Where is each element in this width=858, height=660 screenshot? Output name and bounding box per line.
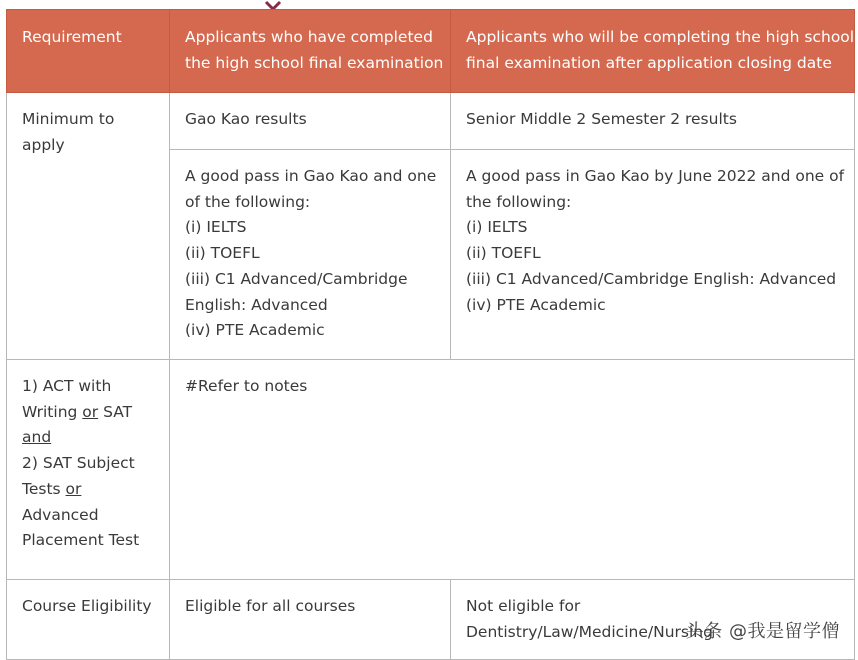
- tests-label-cell: 1) ACT with Writing or SAT and 2) SAT Subject Tests or Advanced Placement Test: [7, 360, 170, 580]
- completed-eligibility-cell: Eligible for all courses: [170, 580, 451, 660]
- eligibility-label-cell: Course Eligibility: [7, 580, 170, 660]
- minimum-label-cell: Minimum to apply: [7, 93, 170, 360]
- requirements-table: [6, 9, 855, 660]
- header-completing: Applicants who will be completing the high school final examination after application closing date: [451, 10, 855, 93]
- completed-results-cell: Gao Kao results: [170, 93, 451, 150]
- header-completed: Applicants who have completed the high school final examination: [170, 10, 451, 93]
- completing-eligibility-cell: Not eligible for Dentistry/Law/Medicine/Nursing: [451, 580, 855, 660]
- header-requirement: Requirement: [7, 10, 170, 93]
- table-row: [7, 360, 855, 580]
- completing-results-cell: Senior Middle 2 Semester 2 results: [451, 93, 855, 150]
- tests-note-cell: #Refer to notes: [170, 360, 855, 580]
- header-row: [7, 10, 855, 93]
- completing-requirements-cell: A good pass in Gao Kao by June 2022 and one of the following: (i) IELTS (ii) TOEFL (iii) C1 Advanced/Cambridge English: Advanced (iv) PTE Academic: [451, 150, 855, 360]
- watermark: 头条 @我是留学僧: [685, 621, 840, 642]
- completed-requirements-cell: A good pass in Gao Kao and one of the following: (i) IELTS (ii) TOEFL (iii) C1 Advanced/Cambridge English: Advanced (iv) PTE Academic: [170, 150, 451, 360]
- table-row: [7, 93, 855, 150]
